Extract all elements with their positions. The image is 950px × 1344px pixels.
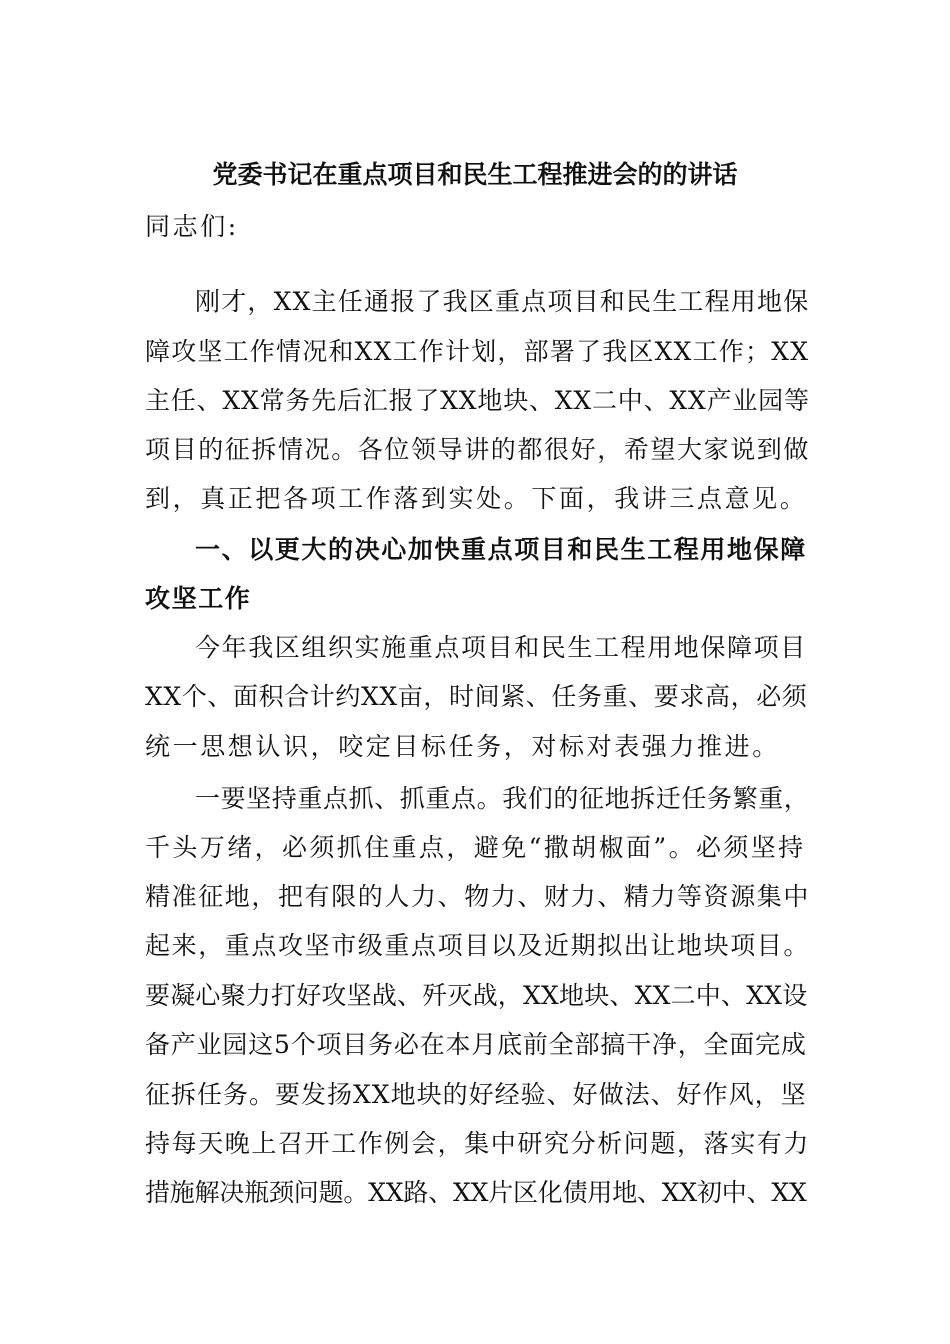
- paragraph-line: XX个、面积合计约XX亩，时间紧、任务重、要求高，必须: [145, 682, 808, 711]
- paragraph-line: 精准征地，把有限的人力、物力、财力、精力等资源集中: [145, 882, 811, 911]
- paragraph-line: 征拆任务。要发扬XX地块的好经验、好做法、好作风，坚: [145, 1080, 807, 1109]
- section-heading: 一、以更大的决心加快重点项目和民生工程用地保障: [195, 535, 807, 564]
- paragraph-line: 千头万绪，必须抓住重点，避免“撒胡椒面”。必须坚持: [145, 833, 806, 862]
- paragraph-line: 刚才，XX主任通报了我区重点项目和民生工程用地保: [195, 287, 810, 316]
- salutation: 同志们:: [145, 212, 239, 241]
- paragraph-line: 主任、XX常务先后汇报了XX地块、XX二中、XX产业园等: [145, 386, 810, 415]
- paragraph-line: 要凝心聚力打好攻坚战、歼灭战，XX地块、XX二中、XX设: [145, 981, 808, 1010]
- paragraph-line: 统一思想认识，咬定目标任务，对标对表强力推进。: [145, 732, 780, 761]
- paragraph-line: 障攻坚工作情况和XX工作计划，部署了我区XX工作；XX: [145, 337, 810, 366]
- document-title: 党委书记在重点项目和民生工程推进会的的讲话: [212, 160, 738, 189]
- paragraph-line: 到，真正把各项工作落到实处。下面，我讲三点意见。: [145, 484, 808, 513]
- paragraph-line: 备产业园这5个项目务必在本月底前全部搞干净，全面完成: [145, 1030, 807, 1059]
- paragraph-line: 持每天晚上召开工作例会，集中研究分析问题，落实有力: [145, 1129, 811, 1158]
- paragraph-line: 今年我区组织实施重点项目和民生工程用地保障项目: [195, 633, 807, 662]
- paragraph-line: 起来，重点攻坚市级重点项目以及近期拟出让地块项目。: [145, 931, 811, 960]
- paragraph-line: 措施解决瓶颈问题。XX路、XX片区化债用地、XX初中、XX: [145, 1178, 807, 1207]
- paragraph-line: 一要坚持重点抓、抓重点。我们的征地拆迁任务繁重，: [195, 784, 810, 813]
- section-heading: 攻坚工作: [145, 584, 252, 613]
- paragraph-line: 项目的征拆情况。各位领导讲的都很好，希望大家说到做: [145, 435, 811, 464]
